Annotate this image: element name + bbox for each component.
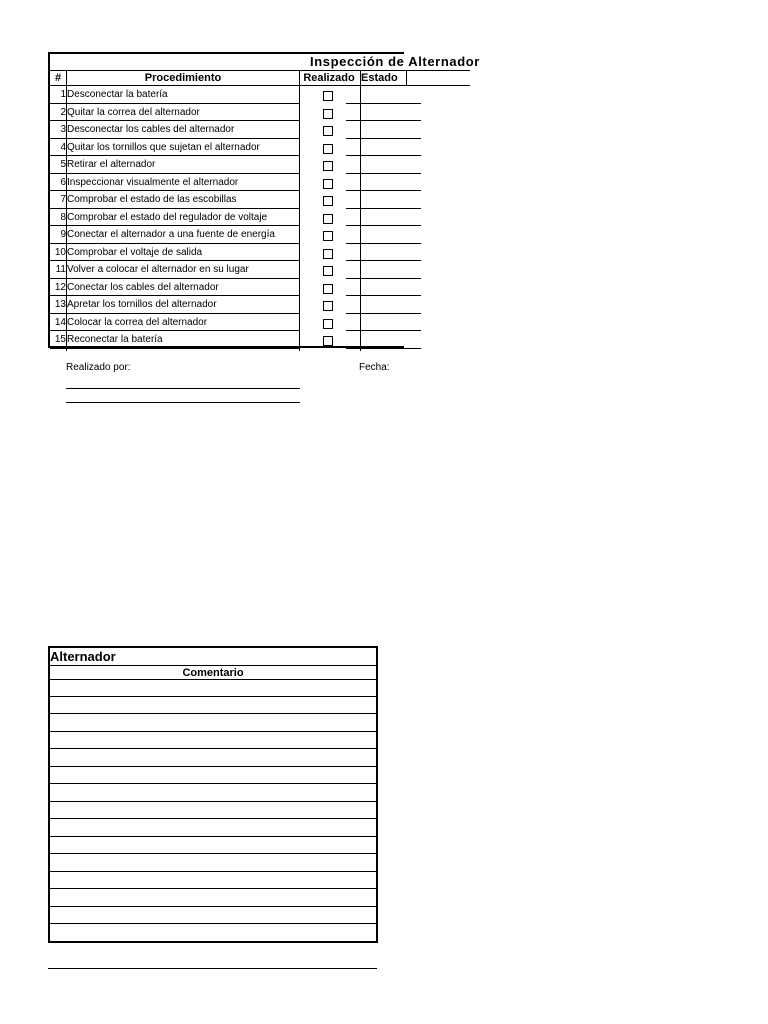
done-checkbox[interactable] [323,284,333,294]
step-text: Comprobar el estado del regulador de voltaje [67,211,268,223]
step-number: 6 [60,176,66,188]
step-text: Conectar el alternador a una fuente de energía [67,229,275,240]
table-row [50,139,470,157]
step-text: Comprobar el estado de las escobillas [67,194,237,205]
step-text: Retirar el alternador [67,159,156,170]
col-header-comment: Comentario [50,665,376,680]
step-text: Comprobar el voltaje de salida [67,246,203,258]
step-number: 14 [54,316,66,328]
signature-line[interactable] [66,388,300,389]
step-number: 10 [54,246,66,258]
row-divider [50,348,299,349]
done-checkbox[interactable] [323,196,333,206]
table-row [50,156,470,174]
step-number: 3 [60,124,66,135]
table-row [50,279,470,297]
table-row [50,226,470,244]
step-text: Desconectar los cables del alternador [67,124,235,135]
performed-by-label: Realizado por: [66,362,131,373]
step-text: Volver a colocar el alternador en su lugar [67,264,249,275]
comment-line[interactable] [50,888,376,889]
step-number: 8 [60,211,66,223]
bottom-line [48,968,377,969]
step-number: 11 [55,264,66,275]
done-checkbox[interactable] [323,249,333,259]
date-label: Fecha: [359,362,390,373]
comment-line[interactable] [50,923,376,924]
table-row [50,244,470,262]
step-text: Apretar los tornillos del alternador [67,299,217,310]
comment-line[interactable] [50,731,376,732]
title-row [50,54,480,71]
step-text: Quitar los tornillos que sujetan el alternador [67,141,260,153]
comment-line[interactable] [50,871,376,872]
done-checkbox[interactable] [323,319,333,329]
table-row [50,296,470,314]
step-number: 1 [60,89,66,100]
step-number: 12 [54,281,66,293]
row-divider [346,348,360,349]
table-row [50,314,470,332]
step-text: Inspeccionar visualmente el alternador [67,176,239,188]
step-number: 15 [54,334,66,345]
comment-line[interactable] [50,818,376,819]
comment-line[interactable] [50,836,376,837]
step-text: Reconectar la batería [67,334,163,345]
comment-line[interactable] [50,696,376,697]
comment-line[interactable] [50,766,376,767]
table-row [50,86,470,104]
step-text: Desconectar la batería [67,89,168,100]
done-checkbox[interactable] [323,144,333,154]
comment-line[interactable] [50,783,376,784]
col-header-status: Estado [361,72,398,84]
step-text: Quitar la correa del alternador [67,106,200,118]
table-row [50,121,470,139]
comment-line[interactable] [50,713,376,714]
done-checkbox[interactable] [323,126,333,136]
done-checkbox[interactable] [323,231,333,241]
comment-line[interactable] [50,748,376,749]
comment-line[interactable] [50,906,376,907]
comments-table [48,646,378,943]
done-checkbox[interactable] [323,91,333,101]
step-number: 4 [60,141,66,153]
table-row [50,331,470,349]
table-row [50,261,470,279]
col-header-number: # [54,72,62,84]
done-checkbox[interactable] [323,301,333,311]
done-checkbox[interactable] [323,179,333,189]
header-row [50,71,470,86]
comment-line[interactable] [50,941,376,942]
col-header-procedure: Procedimiento [144,72,222,84]
page-title-continued: Alternador [50,649,116,664]
step-number: 2 [60,106,66,118]
inspection-table [48,52,480,348]
step-text: Conectar los cables del alternador [67,281,219,293]
comment-line[interactable] [50,853,376,854]
done-checkbox[interactable] [323,266,333,276]
page-title: Inspección de Alternador [310,54,480,69]
step-number: 9 [60,229,66,240]
step-number: 7 [60,194,66,205]
done-checkbox[interactable] [323,109,333,119]
step-number: 5 [60,159,66,170]
step-number: 13 [54,299,66,310]
table-row [50,104,470,122]
table-row [50,209,470,227]
grid-line [406,71,407,86]
comment-line[interactable] [50,801,376,802]
status-cell[interactable] [361,348,421,349]
signature-line[interactable] [66,402,300,403]
table-row [50,191,470,209]
step-text: Colocar la correa del alternador [67,316,208,328]
col-header-done: Realizado [303,72,355,84]
done-checkbox[interactable] [323,161,333,171]
done-checkbox[interactable] [323,214,333,224]
table-row [50,174,470,192]
done-checkbox[interactable] [323,336,333,346]
